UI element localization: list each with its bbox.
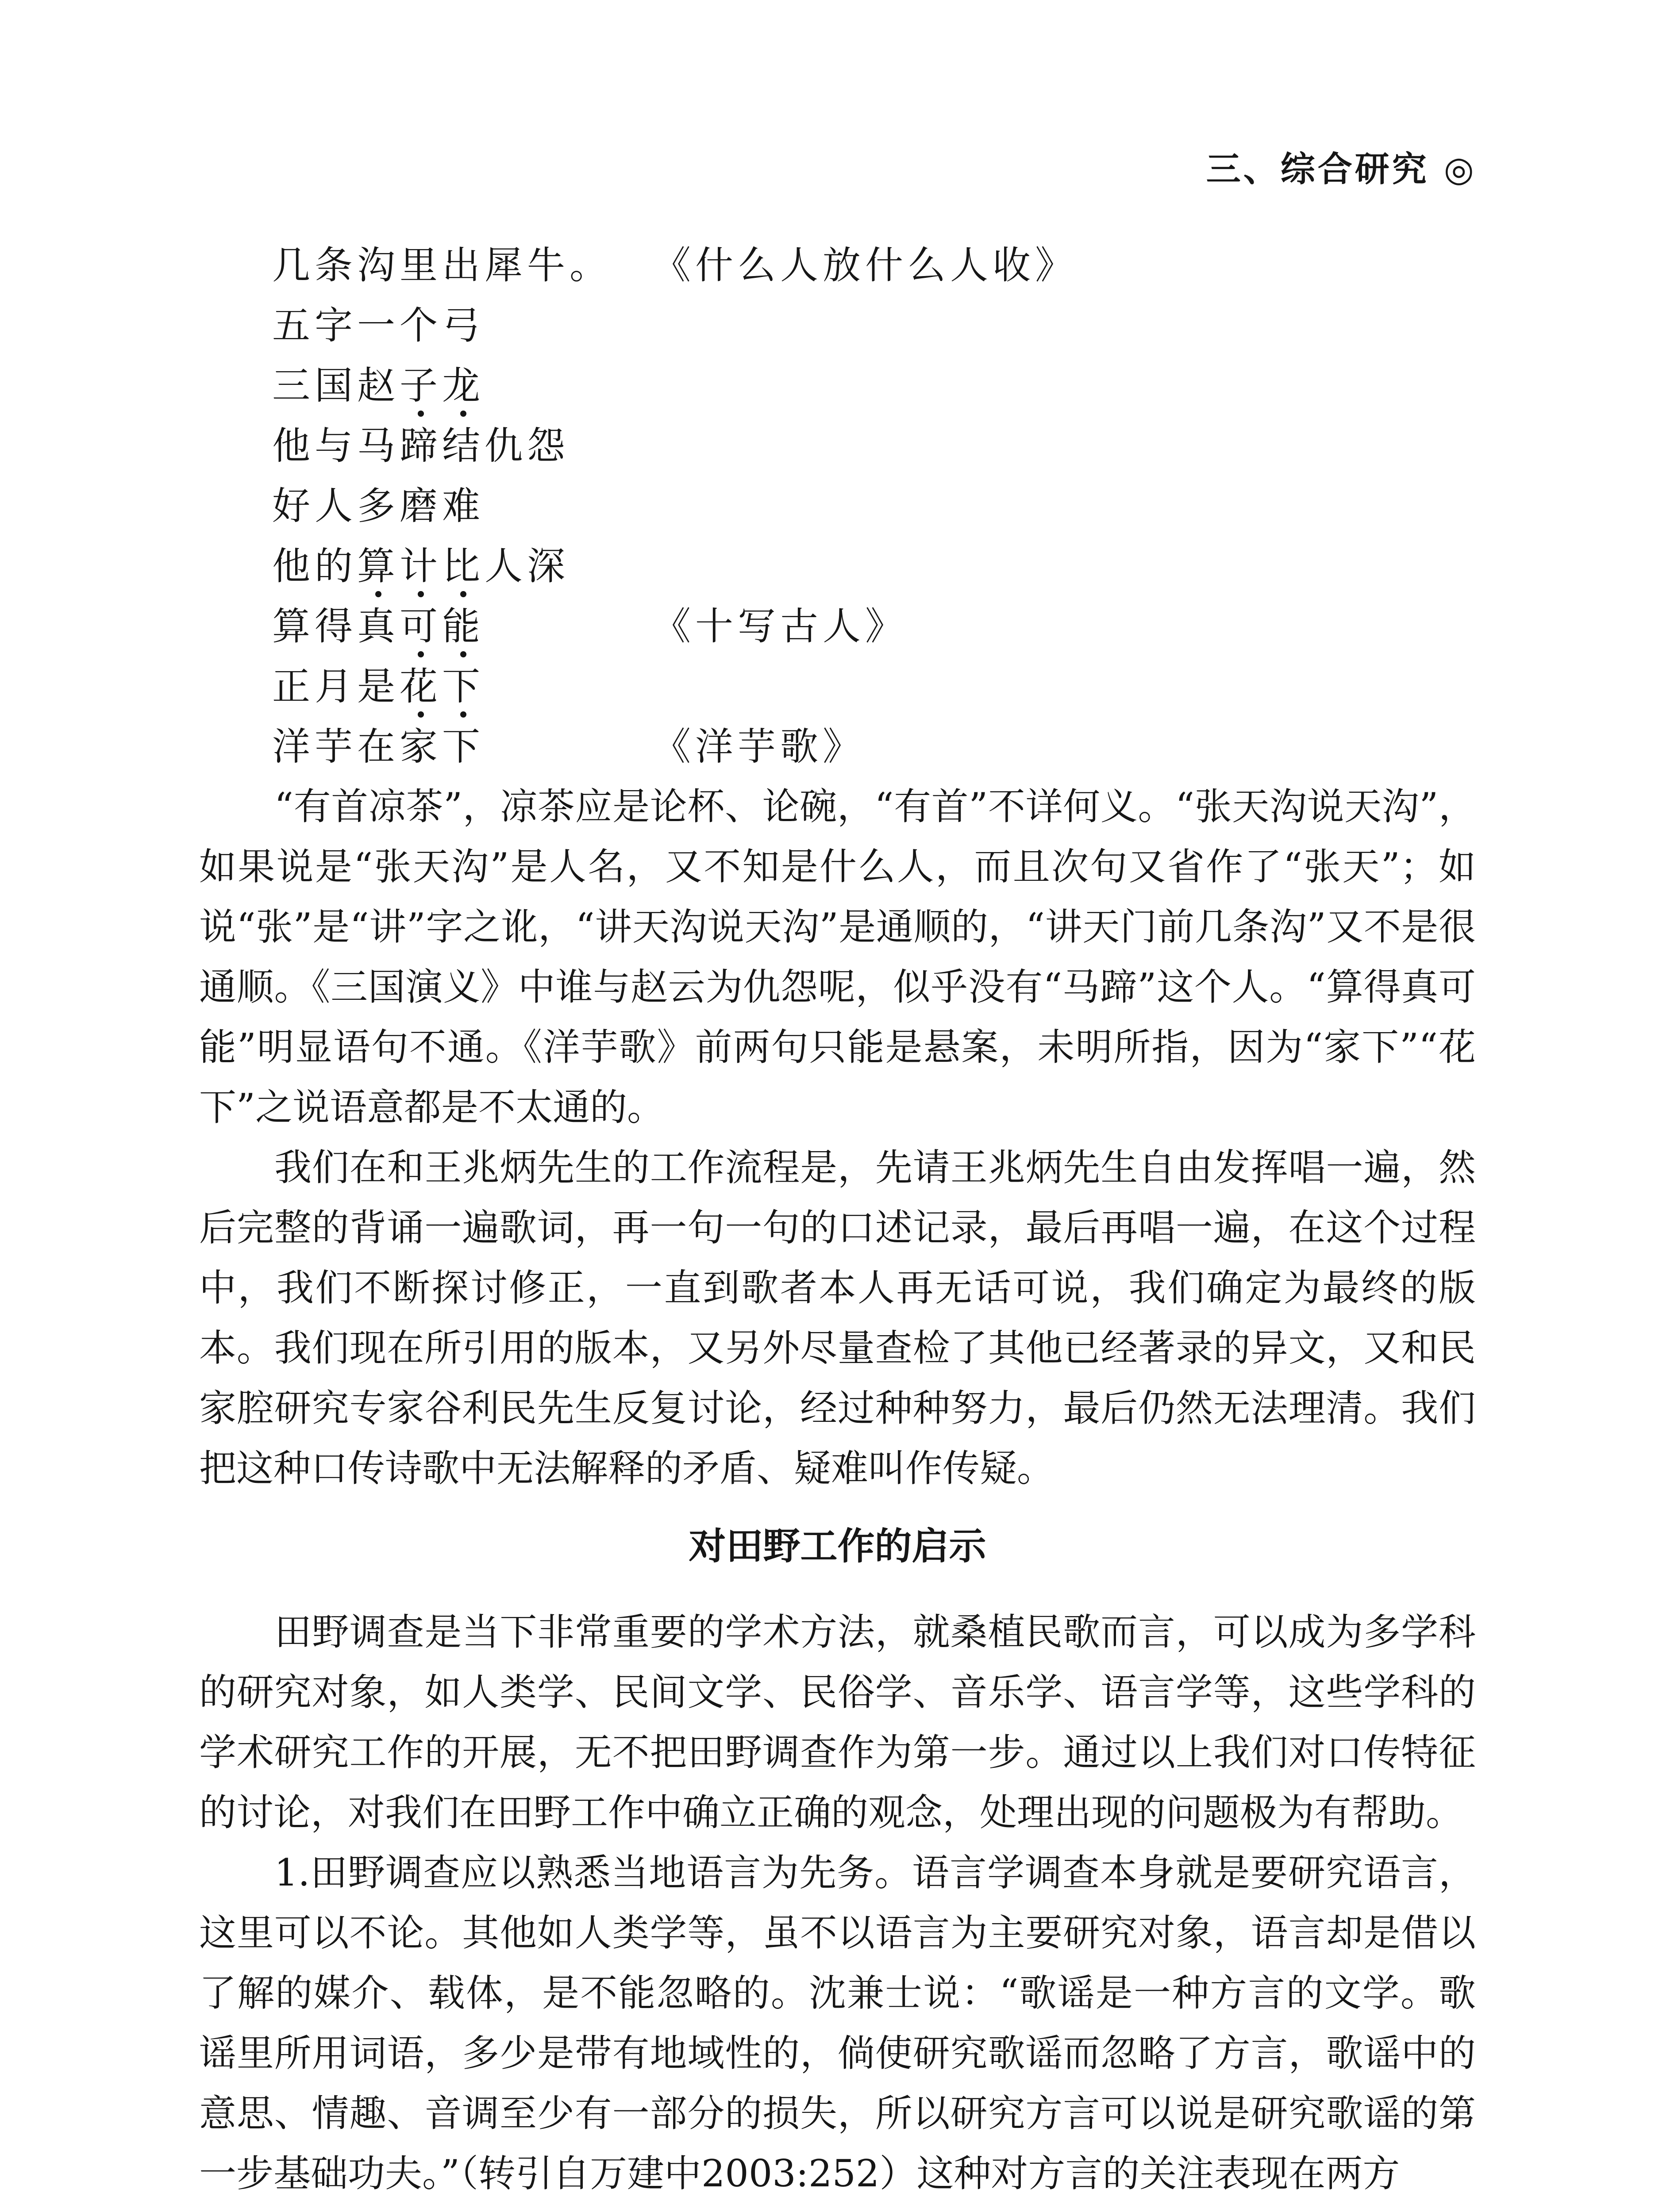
- verse-block: [272, 234, 1334, 776]
- verse-text: 几条沟里出犀牛。: [272, 243, 612, 288]
- paragraph: 田野调查是当下非常重要的学术方法，就桑植民歌而言，可以成为多学科的研究对象，如人类学、民间文学、民俗学、音乐学、语言学等，这些学科的学术研究工作的开展，无不把田野调查作为第一步。通过以上我们对口传特征的讨论，对我们在田野工作中确立正确的观念，处理出现的问题极为有帮助。: [199, 1610, 1476, 1834]
- body-text: [199, 776, 1476, 2204]
- paragraph: “有首凉茶”，凉茶应是论杯、论碗，“有首”不详何义。“张天沟说天沟”，如果说是“张天沟”是人名，又不知是什么人，而且次句又省作了“张天”；如说“张”是“讲”字之讹，“讲天沟说天沟”是通顺的，“讲天门前几条沟”又不是很通顺。《三国演义》中谁与赵云为仇怨呢，似乎没有“马蹄”这个人。“算得真可能”明显语句不通。《洋芋歌》前两句只能是悬案，未明所指，因为“家下”“花下”之说语意都是不太通的。: [199, 785, 1476, 1129]
- emphasis-dot-char: 花: [400, 656, 442, 710]
- verse-text: 他与马蹄结仇怨: [272, 424, 570, 468]
- verse-line: [272, 475, 1334, 535]
- paragraph: 1.田野调查应以熟悉当地语言为先务。语言学调查本身就是要研究语言，这里可以不论。其他如人类学等，虽不以语言为主要研究对象，语言却是借以了解的媒介、载体，是不能忽略的。沈兼士说：“歌谣是一种方言的文学。歌谣里所用词语，多少是带有地域性的，倘使研究歌谣而忽略了方言，歌谣中的意思、情趣、音调至少有一部分的损失，所以研究方言可以说是研究歌谣的第一步基础功夫。”（转引自万建中2003:252）这种对方言的关注表现在两方: [199, 1851, 1476, 2195]
- verse-text: 算得真可能: [272, 604, 485, 649]
- emphasis-dot-char: 下: [442, 656, 485, 710]
- emphasis-dot-char: 蹄: [400, 415, 442, 470]
- verse-line: [272, 415, 1334, 475]
- verse-text: 他的算计比人深: [272, 544, 570, 588]
- section-heading: 对田野工作的启示: [689, 1525, 986, 1568]
- emphasis-dot-char: 真: [357, 595, 400, 650]
- verse-text: 好人多磨难: [272, 484, 485, 528]
- emphasis-dot-char: 下: [442, 716, 485, 771]
- verse-line: [272, 234, 1334, 295]
- verse-text: 三国赵子龙: [272, 364, 485, 408]
- paragraph: 我们在和王兆炳先生的工作流程是，先请王兆炳先生自由发挥唱一遍，然后完整的背诵一遍歌词，再一句一句的口述记录，最后再唱一遍，在这个过程中，我们不断探讨修正，一直到歌者本人再无话可说，我们确定为最终的版本。我们现在所引用的版本，又另外尽量查检了其他已经著录的异文，又和民家腔研究专家谷利民先生反复讨论，经过种种努力，最后仍然无法理清。我们把这种口传诗歌中无法解释的矛盾、疑难叫作传疑。: [199, 1146, 1476, 1490]
- emphasis-dot-char: 结: [442, 415, 485, 470]
- verse-line: [272, 716, 1334, 776]
- emphasis-dot-char: 家: [400, 716, 442, 771]
- verse-source: 《什么人放什么人收》: [653, 243, 1078, 288]
- emphasis-dot-char: 能: [442, 595, 485, 650]
- verse-line: [272, 295, 1334, 355]
- verse-source: 《洋芋歌》: [653, 725, 865, 769]
- emphasis-dot-char: 可: [400, 595, 442, 650]
- verse-text: 正月是花下: [272, 664, 485, 709]
- verse-line: [272, 355, 1334, 415]
- verse-text: 洋芋在家下: [272, 725, 485, 769]
- verse-source: 《十写古人》: [653, 604, 908, 649]
- verse-line: [272, 656, 1334, 716]
- verse-text: 五字一个弓: [272, 303, 485, 348]
- verse-line: [272, 595, 1334, 656]
- verse-line: [272, 535, 1334, 595]
- running-header: 三、综合研究 ◎: [1206, 150, 1477, 189]
